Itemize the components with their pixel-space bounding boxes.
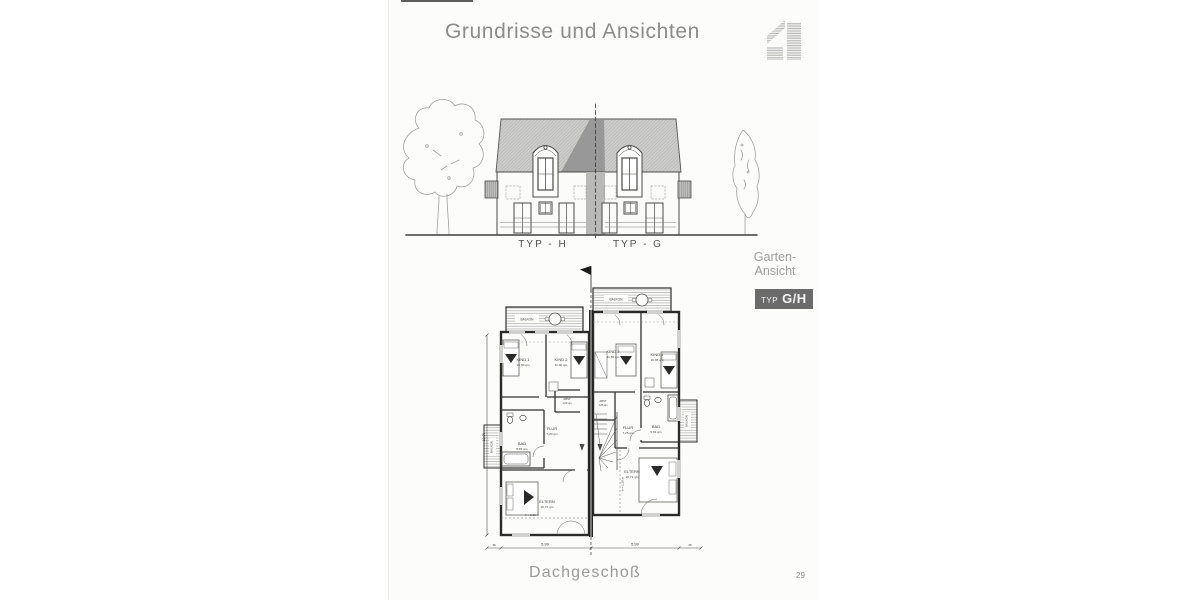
balcony-top-right xyxy=(593,288,671,312)
dim-value: 5,99 xyxy=(631,541,639,547)
balkon-label: BALKON xyxy=(684,415,689,427)
room-area: 5,81 qm xyxy=(650,430,662,434)
side-annex-left xyxy=(485,181,498,198)
balkon-label: BALKON xyxy=(520,317,534,322)
room-label: ELTERN xyxy=(539,499,555,504)
balcony-side-left xyxy=(484,425,501,468)
room-label: FLUR xyxy=(622,425,634,430)
height-note: h = 2,20 m xyxy=(620,476,625,492)
room-label: ABST xyxy=(563,397,571,401)
page-number: 29 xyxy=(796,571,805,580)
unit-right xyxy=(593,310,682,518)
dormer-right xyxy=(617,146,642,198)
type-badge xyxy=(755,289,813,309)
room-label: ELTERN xyxy=(624,469,640,474)
balkon-label: BALKON xyxy=(609,297,623,302)
view-label-line2: Ansicht xyxy=(754,264,796,278)
room-label: KIND 2 xyxy=(554,357,568,362)
dormer-left xyxy=(533,146,558,198)
room-label: KIND 1 xyxy=(516,357,530,362)
tree-deciduous-icon xyxy=(403,99,484,235)
room-label: BAD xyxy=(517,441,527,446)
room-label: BAD xyxy=(651,424,661,429)
floorplan-caption: Dachgeschoß xyxy=(529,564,641,581)
dim-value: 36 xyxy=(688,543,692,547)
type-label-right: TYP - G xyxy=(613,239,663,250)
room-area: 7,25 qm xyxy=(622,431,634,435)
floorplan-drawing xyxy=(482,266,703,556)
flag-icon xyxy=(580,266,591,292)
party-wall xyxy=(590,290,592,556)
roof xyxy=(492,119,685,172)
room-area: 5,81 qm xyxy=(516,447,528,451)
type-label-left: TYP - H xyxy=(518,239,568,250)
room-area: 1,06 qm xyxy=(562,402,572,405)
badge-value: G/H xyxy=(782,291,807,306)
room-label: KIND 1 xyxy=(650,352,664,357)
badge-prefix: TYP xyxy=(761,296,779,305)
balkon-label: BALKON xyxy=(489,441,494,453)
room-area: 15,00 qm xyxy=(516,363,530,367)
room-area: 1,86 qm xyxy=(598,404,608,407)
room-label: FLUR xyxy=(546,426,558,431)
view-label xyxy=(741,250,809,278)
room-area: 11,65 qm xyxy=(606,355,620,359)
room-area: 7,20 qm xyxy=(546,432,558,436)
balcony-top-left xyxy=(506,307,583,332)
dim-value: 36 xyxy=(492,543,496,547)
room-label: ABST xyxy=(599,399,607,403)
page-title: Grundrisse und Ansichten xyxy=(445,20,700,43)
balcony-side-right xyxy=(679,400,697,442)
brochure-page xyxy=(388,0,819,600)
height-note: h = 2,20 m xyxy=(524,513,540,517)
elevation-drawing xyxy=(403,99,759,238)
unit-left xyxy=(499,330,590,538)
dim-value: 5,99 xyxy=(541,541,549,547)
side-annex-right xyxy=(678,181,691,198)
dim-value: 10,99 xyxy=(482,432,486,442)
room-area: 16,71 qm xyxy=(625,475,639,479)
room-area: 16,71 qm xyxy=(540,505,554,509)
room-area: 11,00 qm xyxy=(554,363,568,367)
room-area: 16,35 qm xyxy=(650,358,664,362)
view-label-line1: Garten- xyxy=(753,250,797,264)
tree-conifer-icon xyxy=(733,130,759,235)
room-label: KIND 2 xyxy=(606,349,620,354)
